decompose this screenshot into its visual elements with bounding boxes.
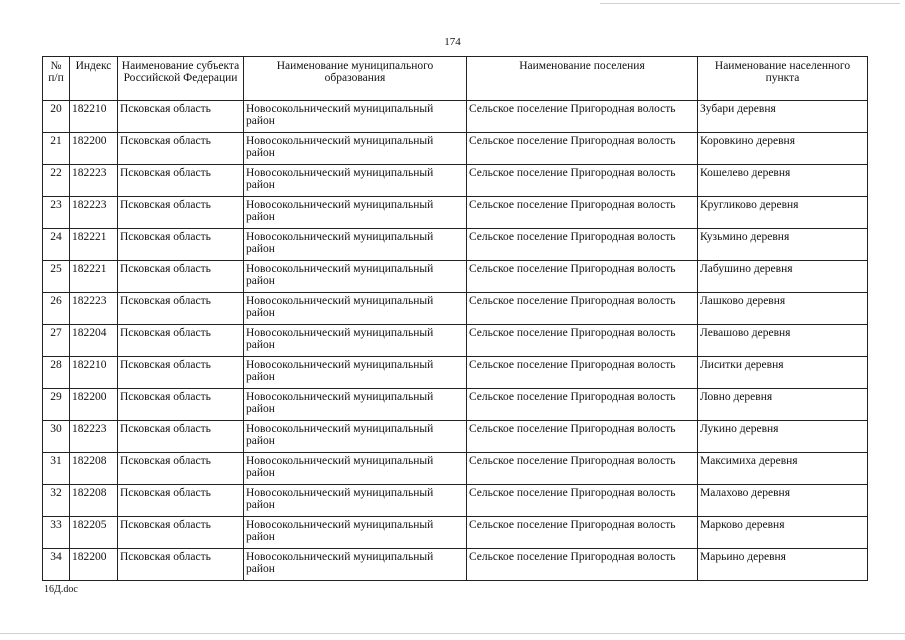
cell-municipality: Новосокольнический муниципальный район xyxy=(244,357,467,389)
cell-settlement: Сельское поселение Пригородная волость xyxy=(467,453,698,485)
cell-index: 182200 xyxy=(70,549,118,581)
cell-settlement: Сельское поселение Пригородная волость xyxy=(467,293,698,325)
cell-number: 31 xyxy=(43,453,70,485)
cell-number: 26 xyxy=(43,293,70,325)
cell-index: 182204 xyxy=(70,325,118,357)
cell-locality: Малахово деревня xyxy=(698,485,868,517)
page-number: 174 xyxy=(444,36,461,48)
cell-municipality: Новосокольнический муниципальный район xyxy=(244,517,467,549)
table-body xyxy=(43,101,868,581)
cell-number: 25 xyxy=(43,261,70,293)
cell-locality: Лукино деревня xyxy=(698,421,868,453)
cell-settlement: Сельское поселение Пригородная волость xyxy=(467,549,698,581)
cell-number: 22 xyxy=(43,165,70,197)
cell-index: 182205 xyxy=(70,517,118,549)
cell-number: 21 xyxy=(43,133,70,165)
cell-settlement: Сельское поселение Пригородная волость xyxy=(467,261,698,293)
cell-subject: Псковская область xyxy=(118,453,244,485)
cell-subject: Псковская область xyxy=(118,549,244,581)
table-row xyxy=(43,229,868,261)
cell-municipality: Новосокольнический муниципальный район xyxy=(244,101,467,133)
cell-settlement: Сельское поселение Пригородная волость xyxy=(467,421,698,453)
cell-index: 182221 xyxy=(70,261,118,293)
cell-settlement: Сельское поселение Пригородная волость xyxy=(467,101,698,133)
scan-artifact-top xyxy=(600,3,900,4)
table-row xyxy=(43,517,868,549)
cell-locality: Зубари деревня xyxy=(698,101,868,133)
table-row xyxy=(43,453,868,485)
table-row xyxy=(43,293,868,325)
table-row xyxy=(43,421,868,453)
cell-number: 20 xyxy=(43,101,70,133)
cell-index: 182210 xyxy=(70,357,118,389)
cell-subject: Псковская область xyxy=(118,357,244,389)
table-row xyxy=(43,325,868,357)
cell-settlement: Сельское поселение Пригородная волость xyxy=(467,229,698,261)
cell-subject: Псковская область xyxy=(118,389,244,421)
cell-subject: Псковская область xyxy=(118,165,244,197)
cell-locality: Максимиха деревня xyxy=(698,453,868,485)
cell-municipality: Новосокольнический муниципальный район xyxy=(244,133,467,165)
cell-settlement: Сельское поселение Пригородная волость xyxy=(467,517,698,549)
cell-index: 182223 xyxy=(70,421,118,453)
table-row xyxy=(43,485,868,517)
cell-subject: Псковская область xyxy=(118,485,244,517)
cell-locality: Лиситки деревня xyxy=(698,357,868,389)
cell-locality: Лашково деревня xyxy=(698,293,868,325)
cell-settlement: Сельское поселение Пригородная волость xyxy=(467,485,698,517)
cell-number: 28 xyxy=(43,357,70,389)
table-row xyxy=(43,357,868,389)
cell-municipality: Новосокольнический муниципальный район xyxy=(244,229,467,261)
cell-locality: Ловно деревня xyxy=(698,389,868,421)
header-settlement: Наименование поселения xyxy=(467,57,698,101)
cell-index: 182208 xyxy=(70,453,118,485)
cell-subject: Псковская область xyxy=(118,133,244,165)
cell-municipality: Новосокольнический муниципальный район xyxy=(244,485,467,517)
cell-subject: Псковская область xyxy=(118,325,244,357)
cell-index: 182223 xyxy=(70,197,118,229)
cell-index: 182221 xyxy=(70,229,118,261)
header-subject: Наименование субъекта Российской Федерации xyxy=(118,57,244,101)
cell-settlement: Сельское поселение Пригородная волость xyxy=(467,389,698,421)
cell-municipality: Новосокольнический муниципальный район xyxy=(244,293,467,325)
cell-locality: Кузьмино деревня xyxy=(698,229,868,261)
cell-municipality: Новосокольнический муниципальный район xyxy=(244,261,467,293)
footer-filename: 16Д.doc xyxy=(44,584,78,595)
settlements-table xyxy=(42,56,868,581)
cell-locality: Коровкино деревня xyxy=(698,133,868,165)
table-header-row xyxy=(43,57,868,101)
cell-subject: Псковская область xyxy=(118,421,244,453)
cell-subject: Псковская область xyxy=(118,293,244,325)
cell-subject: Псковская область xyxy=(118,229,244,261)
table-row xyxy=(43,197,868,229)
cell-subject: Псковская область xyxy=(118,101,244,133)
cell-settlement: Сельское поселение Пригородная волость xyxy=(467,165,698,197)
table-row xyxy=(43,165,868,197)
cell-index: 182223 xyxy=(70,293,118,325)
cell-number: 29 xyxy=(43,389,70,421)
cell-settlement: Сельское поселение Пригородная волость xyxy=(467,357,698,389)
scan-artifact-bottom xyxy=(0,633,905,634)
cell-number: 24 xyxy=(43,229,70,261)
cell-settlement: Сельское поселение Пригородная волость xyxy=(467,325,698,357)
cell-locality: Левашово деревня xyxy=(698,325,868,357)
table-row xyxy=(43,133,868,165)
cell-locality: Марково деревня xyxy=(698,517,868,549)
cell-municipality: Новосокольнический муниципальный район xyxy=(244,165,467,197)
table-row xyxy=(43,261,868,293)
cell-locality: Лабушино деревня xyxy=(698,261,868,293)
cell-subject: Псковская область xyxy=(118,261,244,293)
cell-settlement: Сельское поселение Пригородная волость xyxy=(467,197,698,229)
cell-number: 27 xyxy=(43,325,70,357)
cell-subject: Псковская область xyxy=(118,197,244,229)
cell-municipality: Новосокольнический муниципальный район xyxy=(244,421,467,453)
header-municipality: Наименование муниципального образования xyxy=(244,57,467,101)
cell-locality: Марьино деревня xyxy=(698,549,868,581)
cell-index: 182208 xyxy=(70,485,118,517)
cell-locality: Кошелево деревня xyxy=(698,165,868,197)
cell-subject: Псковская область xyxy=(118,517,244,549)
cell-number: 23 xyxy=(43,197,70,229)
cell-municipality: Новосокольнический муниципальный район xyxy=(244,453,467,485)
table-row xyxy=(43,549,868,581)
cell-number: 32 xyxy=(43,485,70,517)
cell-locality: Кругликово деревня xyxy=(698,197,868,229)
cell-municipality: Новосокольнический муниципальный район xyxy=(244,197,467,229)
header-locality: Наименование населенного пункта xyxy=(698,57,868,101)
cell-number: 33 xyxy=(43,517,70,549)
cell-index: 182200 xyxy=(70,389,118,421)
cell-municipality: Новосокольнический муниципальный район xyxy=(244,325,467,357)
cell-index: 182223 xyxy=(70,165,118,197)
table-row xyxy=(43,389,868,421)
header-number: № п/п xyxy=(43,57,70,101)
cell-index: 182210 xyxy=(70,101,118,133)
header-index: Индекс xyxy=(70,57,118,101)
cell-municipality: Новосокольнический муниципальный район xyxy=(244,549,467,581)
cell-index: 182200 xyxy=(70,133,118,165)
cell-settlement: Сельское поселение Пригородная волость xyxy=(467,133,698,165)
cell-number: 30 xyxy=(43,421,70,453)
cell-municipality: Новосокольнический муниципальный район xyxy=(244,389,467,421)
cell-number: 34 xyxy=(43,549,70,581)
table-row xyxy=(43,101,868,133)
